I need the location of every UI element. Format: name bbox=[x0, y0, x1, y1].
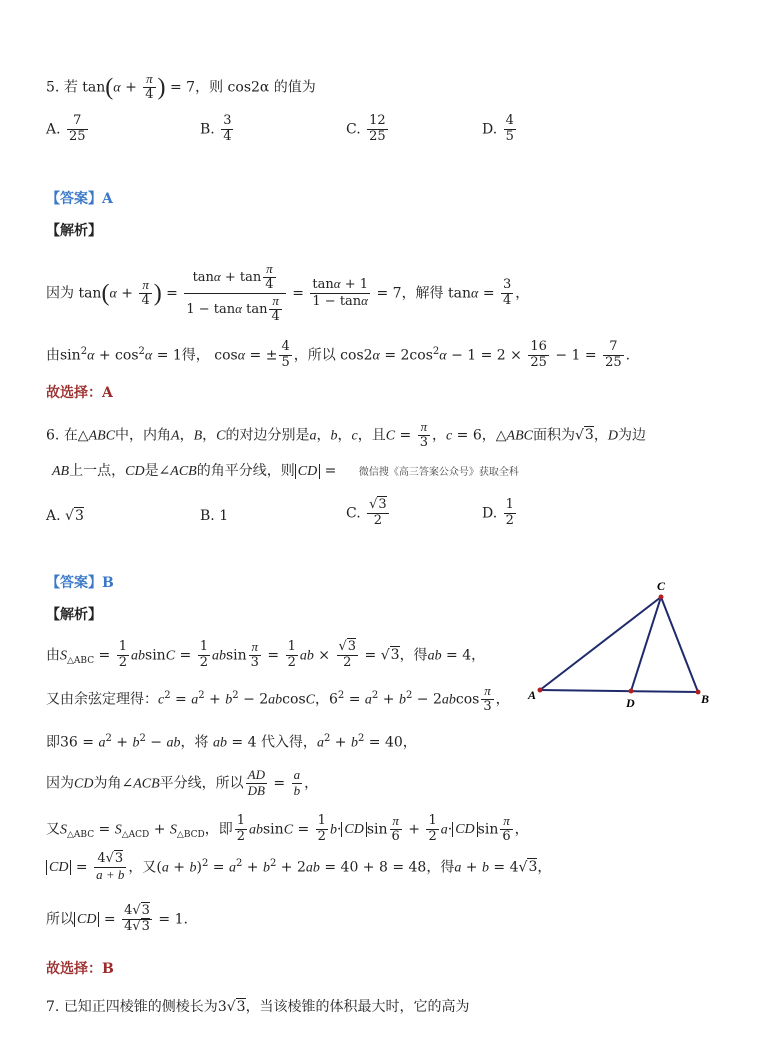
q5-solution-line-2: 由$\sin^2\alpha + \cos^2\alpha = 1$得， cosα = ± $\frac{4}{5}$ ，所以 $\cos 2\alpha = 2\cos^2\alpha - 1 = 2$ × $\frac{16}{25}$ − 1 = $\frac{7}{25}$ . bbox=[46, 339, 631, 370]
q5-analysis-label: 【解析】 bbox=[46, 223, 102, 239]
point-b bbox=[696, 690, 701, 695]
side-ac bbox=[540, 597, 661, 690]
q5-option-a[interactable]: A. $\frac{7}{25}$ bbox=[46, 113, 86, 144]
q6-option-c[interactable]: C. $\frac{√3}{2}$ bbox=[346, 497, 387, 528]
q6-option-b[interactable]: B. 1 bbox=[200, 508, 229, 524]
watermark: 微信搜《高三答案公众号》获取全科 bbox=[358, 467, 519, 478]
q5-stem: 5. 若 tan(α + $\frac{\pi}{4}$ ) = 7，则 cos2α 的值为 bbox=[46, 71, 316, 102]
q5-answer: 【答案】A bbox=[46, 191, 113, 207]
q6-stem-line-1: 6. 在△ABC中，内角A，B，C的对边分别是a，b，c，且C = $\frac{\pi}{3}$ ，c = 6，△ABC面积为√3，D为边 bbox=[46, 419, 646, 450]
q7-stem: 7. 已知正四棱锥的侧棱长为3√3，当该棱锥的体积最大时，它的高为 bbox=[46, 999, 470, 1015]
q6-solution-line-4: 因为CD为角∠ACB平分线，所以 $\frac{AD}{DB}$ = $\frac{a}{b}$ ， bbox=[46, 767, 319, 798]
q5-conclusion: 故选择：A bbox=[46, 385, 113, 401]
label-b: B bbox=[701, 692, 710, 706]
q6-solution-line-2: 又由余弦定理得：$c^2 = a^2 + b^2 - 2abcosC$，$6^2 = a^2 + b^2 - 2abcos$ $\frac{\pi}{3}$ ， bbox=[46, 683, 510, 714]
q5-option-d[interactable]: D. $\frac{4}{5}$ bbox=[482, 113, 514, 144]
q6-solution-line-6: CD = $\frac{4√3}{a + b}$ ，又$(a + b)^2 = a^2 + b^2 + 2ab = 40 + 8 = 48$，得a + b = 4√3， bbox=[46, 852, 551, 883]
q6-solution-line-7: 所以 CD = $\frac{4√3}{4√3}$ = 1. bbox=[46, 903, 188, 934]
q5-option-c[interactable]: C. $\frac{12}{25}$ bbox=[346, 113, 386, 144]
q6-solution-line-1: 由$S_{\triangle ABC}$ = $\frac{1}{2}$ absinC = $\frac{1}{2}$ absin $\frac{\pi}{3}$ = $\frac{1}{2}$ ab × $\frac{√3}{2}$ = √3，得ab = 4， bbox=[46, 639, 486, 670]
label-a: A bbox=[528, 688, 537, 702]
side-bc bbox=[661, 597, 698, 692]
triangle-figure bbox=[520, 575, 720, 715]
point-a bbox=[538, 688, 543, 693]
q6-analysis-label: 【解析】 bbox=[46, 607, 102, 623]
q6-stem-line-2: AB上一点，CD是∠ACB的角平分线，则 CD = 微信搜《高三答案公众号》获取全科 bbox=[52, 463, 519, 479]
label-d: D bbox=[626, 696, 635, 710]
q6-conclusion: 故选择：B bbox=[46, 961, 114, 977]
q6-option-d[interactable]: D. $\frac{1}{2}$ bbox=[482, 497, 514, 528]
q5-solution-line-1: 因为 tan(α + $\frac{\pi}{4}$ ) = tanα + tan $\frac{\pi}{4}$ 1 − tanα tan $\frac{\pi}{4}$ = $\frac{\tan\alpha + 1}{1 - \tan\alpha}$ = 7，解得 tanα = $\frac{3}{4}$ ， bbox=[46, 261, 530, 324]
q6-option-a[interactable]: A. √3 bbox=[46, 508, 84, 524]
bisector-cd bbox=[631, 597, 661, 691]
q5-option-b[interactable]: B. $\frac{3}{4}$ bbox=[200, 113, 232, 144]
label-c: C bbox=[657, 579, 666, 593]
point-d bbox=[629, 689, 634, 694]
q6-answer: 【答案】B bbox=[46, 575, 114, 591]
point-c bbox=[659, 595, 664, 600]
side-ab bbox=[540, 690, 698, 692]
q6-solution-line-3: 即$36 = a^2 + b^2$ − ab，将 ab = 4 代入得，$a^2 + b^2 = 40$， bbox=[46, 733, 417, 751]
q6-solution-line-5: 又$S_{\triangle ABC} = S_{\triangle ACD} + S_{\triangle BCD}$，即 $\frac{1}{2}$ absinC = $\frac{1}{2}$ b· CD sin $\frac{\pi}{6}$ + $\frac{1}{2}$ a· CD sin $\frac{\pi}{6}$ ， bbox=[46, 813, 529, 844]
